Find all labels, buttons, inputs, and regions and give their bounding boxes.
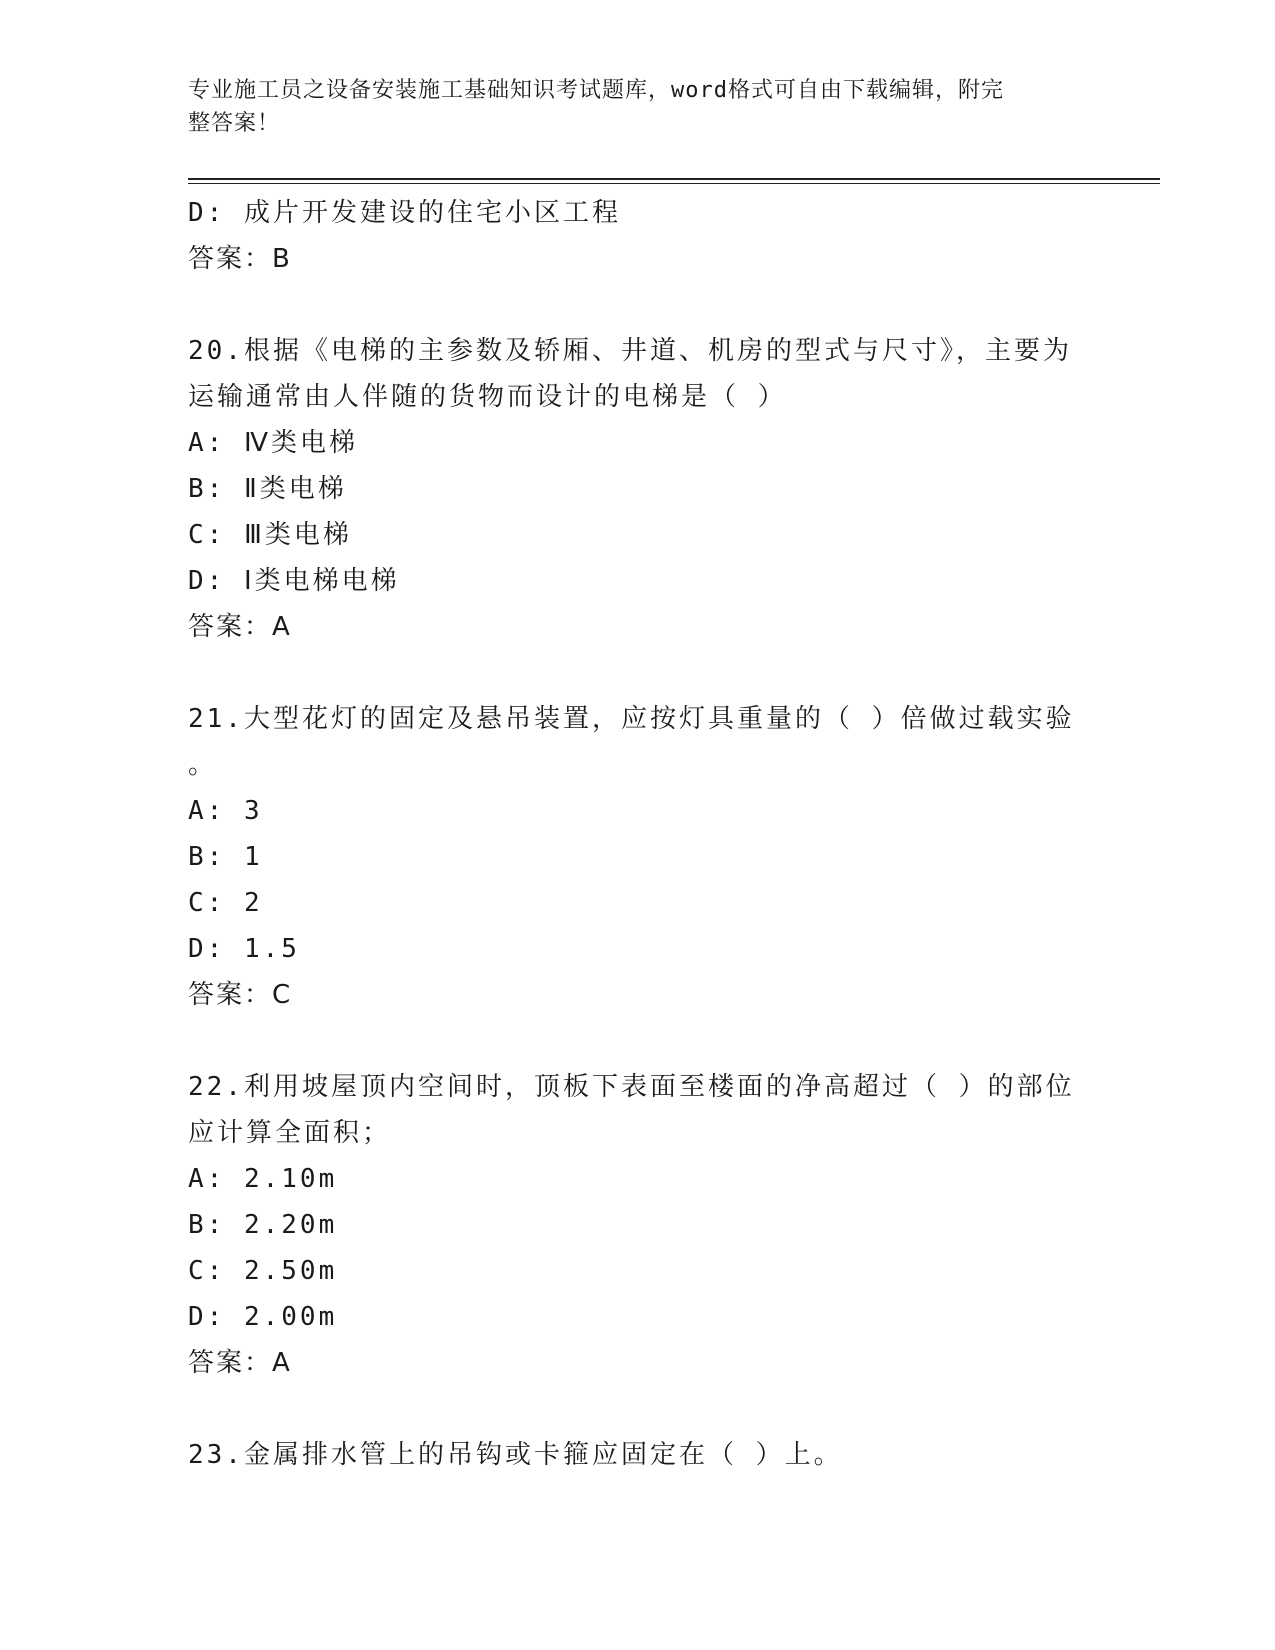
question-22-option-c: C: 2.50m [188, 1256, 338, 1286]
question-21-option-c: C: 2 [188, 888, 263, 918]
question-20-option-d: D: Ⅰ类电梯电梯 [188, 566, 400, 596]
question-21 [188, 696, 1088, 1018]
question-20-text-line-2: 运输通常由人伴随的货物而设计的电梯是（ ） [188, 382, 787, 412]
question-22-option-b: B: 2.20m [188, 1210, 338, 1240]
question-22-text-line-2: 应计算全面积； [188, 1118, 392, 1148]
question-20 [188, 328, 1088, 650]
question-20-option-a: A: Ⅳ类电梯 [188, 428, 358, 458]
document-header [188, 74, 1068, 140]
header-divider-thick [188, 178, 1160, 180]
question-21-text-line-1: 21.大型花灯的固定及悬吊装置，应按灯具重量的（ ）倍做过载实验 [188, 704, 1075, 734]
question-21-answer: 答案：C [188, 980, 293, 1010]
header-line-2: 整答案！ [188, 111, 281, 136]
header-line-1: 专业施工员之设备安装施工基础知识考试题库，word格式可自由下载编辑，附完 [188, 78, 1004, 103]
question-22-answer: 答案：A [188, 1348, 292, 1378]
question-23-text-line-1: 23.金属排水管上的吊钩或卡箍应固定在（ ）上。 [188, 1440, 843, 1470]
question-list [188, 190, 1088, 1478]
question-20-option-c: C: Ⅲ类电梯 [188, 520, 352, 550]
question-21-option-b: B: 1 [188, 842, 263, 872]
question-22 [188, 1064, 1088, 1386]
question-21-option-d: D: 1.5 [188, 934, 300, 964]
question-22-text-line-1: 22.利用坡屋顶内空间时，顶板下表面至楼面的净高超过（ ）的部位 [188, 1072, 1075, 1102]
prev-answer: 答案：B [188, 244, 292, 274]
question-22-option-a: A: 2.10m [188, 1164, 338, 1194]
question-20-option-b: B: Ⅱ类电梯 [188, 474, 347, 504]
prev-option-d: D: 成片开发建设的住宅小区工程 [188, 198, 621, 228]
question-21-text-line-2: 。 [188, 750, 218, 780]
header-divider-thin [188, 183, 1160, 184]
question-20-answer: 答案：A [188, 612, 292, 642]
question-22-option-d: D: 2.00m [188, 1302, 338, 1332]
question-23 [188, 1432, 1088, 1478]
question-20-text-line-1: 20.根据《电梯的主参数及轿厢、井道、机房的型式与尺寸》，主要为 [188, 336, 1072, 366]
question-21-option-a: A: 3 [188, 796, 263, 826]
